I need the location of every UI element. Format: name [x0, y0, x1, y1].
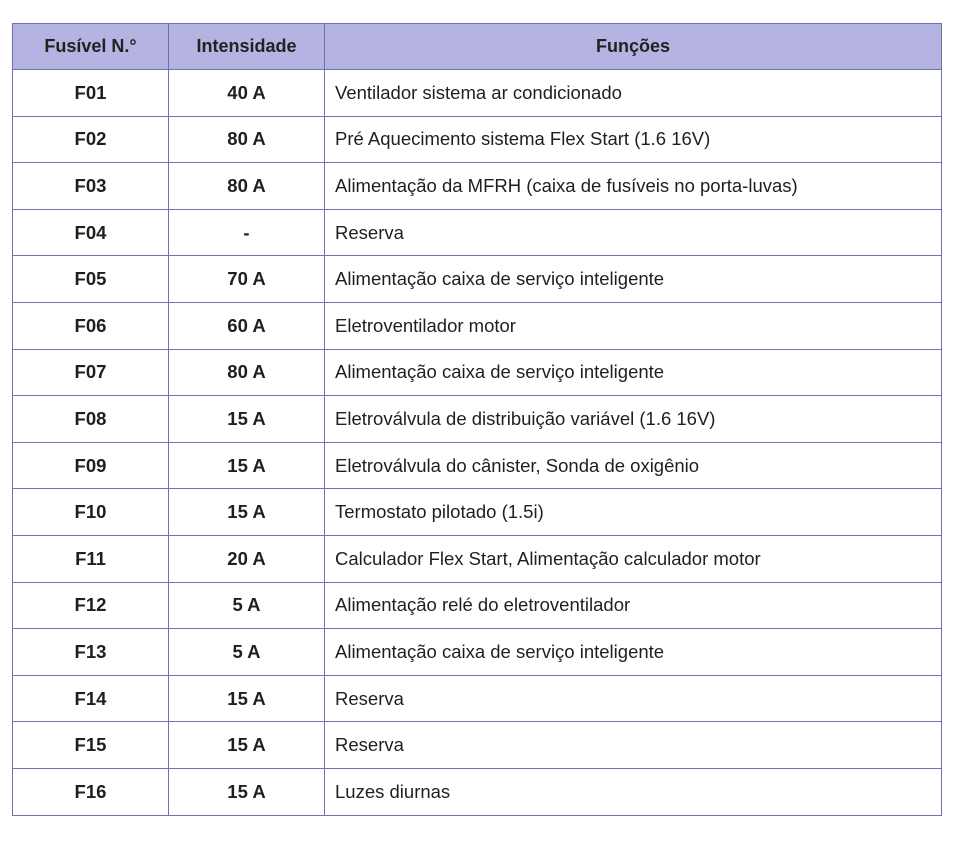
function-cell: Alimentação caixa de serviço inteligente — [325, 256, 942, 303]
intensity-cell: 80 A — [169, 163, 325, 210]
fuse-cell: F15 — [13, 722, 169, 769]
function-cell: Eletroválvula de distribuição variável (1.6 16V) — [325, 396, 942, 443]
intensity-cell: 70 A — [169, 256, 325, 303]
function-cell: Eletroválvula do cânister, Sonda de oxigênio — [325, 442, 942, 489]
fuse-cell: F12 — [13, 582, 169, 629]
function-cell: Luzes diurnas — [325, 768, 942, 815]
table-row — [13, 396, 942, 443]
intensity-cell: 40 A — [169, 70, 325, 117]
fuse-cell: F07 — [13, 349, 169, 396]
fuse-cell: F06 — [13, 302, 169, 349]
intensity-cell: 60 A — [169, 302, 325, 349]
table-row — [13, 535, 942, 582]
fuse-cell: F03 — [13, 163, 169, 210]
table-row — [13, 629, 942, 676]
table-row — [13, 209, 942, 256]
fuse-cell: F14 — [13, 675, 169, 722]
intensity-cell: 80 A — [169, 116, 325, 163]
header-fuse-number: Fusível N.° — [13, 24, 169, 70]
intensity-cell: 15 A — [169, 722, 325, 769]
function-cell: Pré Aquecimento sistema Flex Start (1.6 16V) — [325, 116, 942, 163]
table-body — [13, 70, 942, 816]
table-row — [13, 302, 942, 349]
function-cell: Reserva — [325, 675, 942, 722]
function-cell: Eletroventilador motor — [325, 302, 942, 349]
fuse-cell: F11 — [13, 535, 169, 582]
function-cell: Reserva — [325, 722, 942, 769]
table-row — [13, 349, 942, 396]
header-intensity: Intensidade — [169, 24, 325, 70]
table-row — [13, 163, 942, 210]
fuse-cell: F05 — [13, 256, 169, 303]
intensity-cell: 15 A — [169, 489, 325, 536]
function-cell: Reserva — [325, 209, 942, 256]
fuse-cell: F13 — [13, 629, 169, 676]
function-cell: Ventilador sistema ar condicionado — [325, 70, 942, 117]
fuse-cell: F16 — [13, 768, 169, 815]
intensity-cell: 20 A — [169, 535, 325, 582]
table-row — [13, 768, 942, 815]
table-row — [13, 70, 942, 117]
table-row — [13, 675, 942, 722]
intensity-cell: 5 A — [169, 582, 325, 629]
intensity-cell: 15 A — [169, 768, 325, 815]
function-cell: Termostato pilotado (1.5i) — [325, 489, 942, 536]
table-row — [13, 256, 942, 303]
intensity-cell: 15 A — [169, 675, 325, 722]
table-row — [13, 582, 942, 629]
function-cell: Alimentação da MFRH (caixa de fusíveis no porta-luvas) — [325, 163, 942, 210]
table-row — [13, 489, 942, 536]
intensity-cell: 15 A — [169, 442, 325, 489]
table-row — [13, 722, 942, 769]
fuse-cell: F10 — [13, 489, 169, 536]
fuse-cell: F09 — [13, 442, 169, 489]
fuse-cell: F02 — [13, 116, 169, 163]
fuse-cell: F01 — [13, 70, 169, 117]
intensity-cell: 80 A — [169, 349, 325, 396]
fuse-cell: F04 — [13, 209, 169, 256]
table-row — [13, 442, 942, 489]
intensity-cell: - — [169, 209, 325, 256]
function-cell: Alimentação relé do eletroventilador — [325, 582, 942, 629]
function-cell: Alimentação caixa de serviço inteligente — [325, 349, 942, 396]
header-functions: Funções — [325, 24, 942, 70]
table-row — [13, 116, 942, 163]
function-cell: Alimentação caixa de serviço inteligente — [325, 629, 942, 676]
function-cell: Calculador Flex Start, Alimentação calculador motor — [325, 535, 942, 582]
intensity-cell: 15 A — [169, 396, 325, 443]
intensity-cell: 5 A — [169, 629, 325, 676]
table-header-row — [13, 24, 942, 70]
fuse-cell: F08 — [13, 396, 169, 443]
fuse-table — [12, 23, 942, 816]
